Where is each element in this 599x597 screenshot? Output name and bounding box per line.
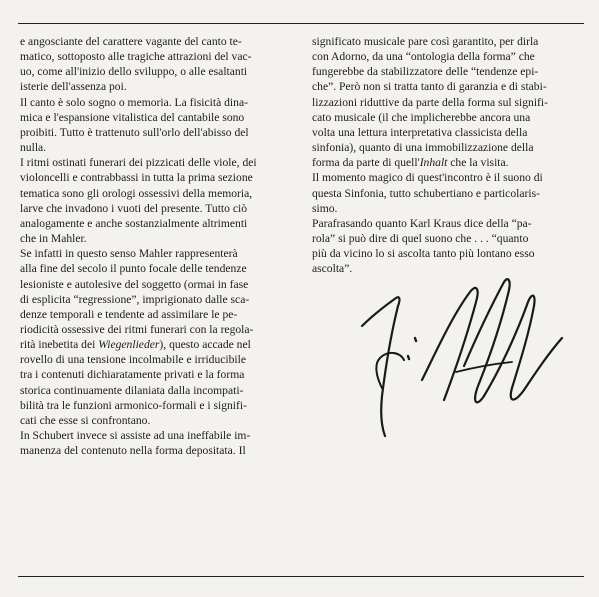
text-line: Il canto è solo sogno o memoria. La fisicità dina-	[20, 95, 248, 109]
signature-stroke	[376, 353, 404, 388]
text-line: rola” si può dire di quel suono che . . . “quanto	[312, 232, 529, 246]
paragraph	[20, 246, 298, 428]
signature-stroke	[415, 338, 416, 341]
signature-stroke	[362, 297, 399, 436]
text-line: proibiti. Tutto è trattenuto sull'orlo dell'abisso del	[20, 125, 249, 139]
text-line: violoncelli e contrabbassi in tutta la prima sezione	[20, 171, 253, 185]
text-line: matico, sottoposto alle tragiche attrazioni del vac-	[20, 50, 252, 64]
text-line: mica e l'espansione vitalistica del cantabile sono	[20, 110, 245, 124]
signature-stroke	[464, 279, 510, 402]
text-line: con Adorno, da una “ontologia della forma” che	[312, 50, 535, 64]
text-line	[312, 155, 584, 170]
text-line: analogamente e anche sostanzialmente altrimenti	[20, 216, 248, 230]
text-line: significato musicale pare così garantito, per dirla	[312, 35, 539, 48]
right-text-column	[312, 34, 584, 277]
text-line: di esplicita “regressione”, imprigionato dalle sca-	[20, 292, 250, 306]
text-line: questa Sinfonia, tutto schubertiano e particolaris-	[312, 186, 540, 200]
text-line: lesioniste e autolesive del soggetto (ormai in fase	[20, 277, 249, 291]
text-line: manenza del contenuto nella forma depositata. Il	[20, 444, 246, 458]
text-line: e angosciante del carattere vagante del canto te-	[20, 35, 242, 48]
text-line: storica continuamente dilaniata dalla incompati-	[20, 383, 244, 397]
paragraph	[20, 34, 298, 95]
text-line: isterie dell'assenza poi.	[20, 80, 127, 94]
text-line: simo.	[312, 201, 338, 215]
paragraph	[20, 428, 298, 458]
text-line: bilità tra le funzioni armonico-formali e i signifi-	[20, 398, 247, 412]
text-line: alla fine del secolo il punto focale delle tendenze	[20, 262, 247, 276]
text-fragment: rità inebetita dei	[20, 338, 99, 352]
text-line: cati che esse si confrontano.	[20, 413, 151, 427]
text-line: tematica sono gli orologi ossessivi della memoria,	[20, 186, 253, 200]
text-line: che”. Però non si tratta tanto di garanzia e di stabi-	[312, 80, 547, 94]
paragraph	[20, 155, 298, 246]
paragraph	[312, 170, 584, 215]
text-line: rovello di una tensione incolmabile e irriducibile	[20, 353, 247, 367]
signature-stroke	[484, 296, 562, 400]
text-fragment: forma da parte di quell'	[312, 156, 420, 170]
text-line: volta una lettura interpretativa classicista della	[312, 125, 528, 139]
text-line: In Schubert invece si assiste ad una ineffabile im-	[20, 429, 251, 443]
text-line: denze temporali e tendente ad assimilare le pe-	[20, 307, 238, 321]
text-line: cato musicale (il che implicherebbe ancora una	[312, 110, 531, 124]
left-text-column	[20, 34, 298, 458]
text-fragment: ), questo accade nel	[159, 338, 251, 352]
text-line: Il momento magico di quest'incontro è il suono di	[312, 171, 543, 185]
text-line	[20, 337, 298, 352]
text-line: riodicità ossessive dei ritmi funerari con la regola-	[20, 322, 254, 336]
top-rule	[18, 23, 584, 24]
text-line: che in Mahler.	[20, 232, 87, 246]
text-line: fungerebbe da stabilizzatore delle “tendenze epi-	[312, 65, 539, 79]
bottom-rule	[18, 576, 584, 577]
italic-term: Wiegenlieder	[98, 338, 160, 352]
paragraph	[20, 95, 298, 156]
signature-stroke	[422, 288, 478, 400]
text-line: larve che invadono i vuoti del presente. Tutto ciò	[20, 201, 248, 215]
text-fragment: che la visita.	[447, 156, 509, 170]
paragraph	[312, 34, 584, 170]
text-line: nulla.	[20, 141, 47, 155]
text-line: sinfonia), quanto di una immobilizzazione della	[312, 141, 534, 155]
text-line: I ritmi ostinati funerari dei pizzicati delle viole, dei	[20, 156, 257, 170]
text-line: ascolta”.	[312, 262, 353, 276]
text-line: tra i contenuti dichiaratamente privati e la forma	[20, 368, 245, 382]
signature-stroke	[408, 356, 409, 359]
text-line: Parafrasando quanto Karl Kraus dice della “pa-	[312, 216, 532, 230]
italic-term: Inhalt	[419, 156, 448, 170]
text-line: Se infatti in questo senso Mahler rappresenterà	[20, 247, 238, 261]
text-line: più da vicino lo si ascolta tanto più lontano esso	[312, 247, 535, 261]
text-line: lizzazioni riduttive da parte della forma sul signifi-	[312, 95, 548, 109]
text-line: uo, come all'inizio dello sviluppo, o alle esaltanti	[20, 65, 248, 79]
handwritten-signature	[352, 268, 574, 440]
